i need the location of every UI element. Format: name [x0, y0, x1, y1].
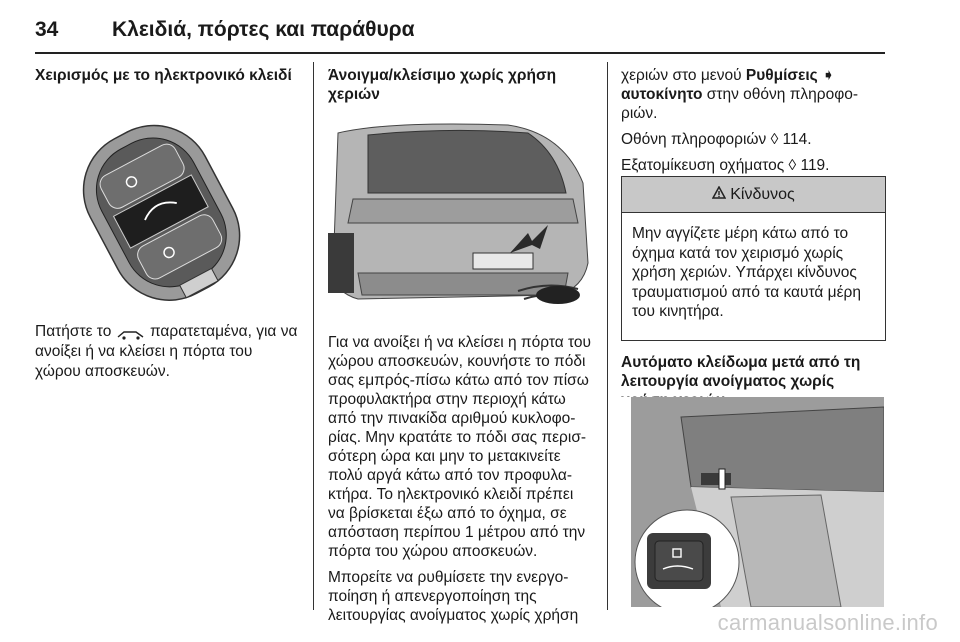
menu-car-label: αυτοκίνητο	[621, 86, 703, 103]
key-fob-illustration	[35, 92, 298, 304]
warning-text: Μην αγγίζετε μέρη κάτω από το όχημα κατά τον χειρισμό χωρίς χρήση χεριών. Υπάρχει κίνδυνος τραυματισμού από τα καυτά μέρη του κινητήρα.	[632, 225, 861, 320]
info-display-reference: Οθόνη πληροφοριών ◊ 114.	[621, 131, 812, 148]
left-text-end: παρατεταμένα, για να ανοίξει ή να κλείσει η πόρτα του χώρου αποσκευών.	[35, 323, 298, 380]
section-heading: Άνοιγμα/κλείσιμο χωρίς χρήση χεριών	[328, 67, 557, 103]
car-rear-illustration	[328, 113, 593, 313]
page-header	[35, 10, 885, 50]
middle-text	[328, 333, 593, 632]
middle-paragraph-1: Για να ανοίξει ή να κλείσει η πόρτα του χώρου αποσκευών, κουνήστε το πόδι σας εμπρός-πίσω κάτω από τον πίσω προφυλακτήρα στην περιοχή κάτω από την πινακίδα αριθμού κυκλοφο-ρίας. Μην κρατάτε το πόδι σας περισ-σότερη ώρα και μην το μετακινείτε πολύ αργά κάτω από τον προφυλα-κτήρα. Το ηλεκτρονικό κλειδί πρέπει να βρίσκεται έξω από το όχημα, σε απόσταση περίπου 1 μέτρου από την πόρτα του χώρου αποσκευών.	[328, 334, 592, 560]
middle-paragraph-2: Μπορείτε να ρυθμίσετε την ενεργο-ποίηση ή απενεργοποίηση της λειτουργίας ανοίγματος χωρίς χρήση	[328, 569, 579, 624]
right-text-start: χεριών στο μενού	[621, 67, 746, 84]
column-divider	[607, 62, 608, 610]
tailgate-figure	[621, 397, 884, 607]
right-text-end: στην οθόνη πληροφο-ριών.	[621, 86, 859, 122]
section-heading: Χειρισμός με το ηλεκτρονικό κλειδί	[35, 67, 292, 84]
left-column	[35, 66, 300, 85]
tailgate-illustration	[621, 397, 884, 607]
page-number: 34	[35, 18, 59, 41]
warning-triangle-icon	[712, 177, 726, 212]
key-fob-figure	[35, 92, 298, 304]
middle-column	[328, 66, 593, 104]
page-title: Κλειδιά, πόρτες και παράθυρα	[112, 18, 415, 41]
warning-title: Κίνδυνος	[730, 186, 795, 203]
menu-settings-label: Ρυθμίσεις	[745, 67, 818, 84]
warning-title-bar	[622, 177, 885, 213]
column-divider	[313, 62, 314, 610]
section-heading: Αυτόματο κλείδωμα μετά από τη λειτουργία ανοίγματος χωρίς	[621, 354, 861, 390]
left-paragraph	[35, 322, 300, 389]
vehicle-personalisation-reference: Εξατομίκευση οχήματος ◊ 119.	[621, 157, 830, 174]
warning-box	[621, 176, 886, 341]
trunk-icon	[116, 326, 146, 338]
header-rule	[35, 52, 885, 54]
arrow-icon: ➧	[822, 67, 836, 84]
watermark: carmanualsonline.info	[717, 610, 938, 635]
right-column-top	[621, 66, 886, 182]
car-rear-figure	[328, 113, 593, 313]
left-text-start: Πατήστε το	[35, 323, 112, 340]
